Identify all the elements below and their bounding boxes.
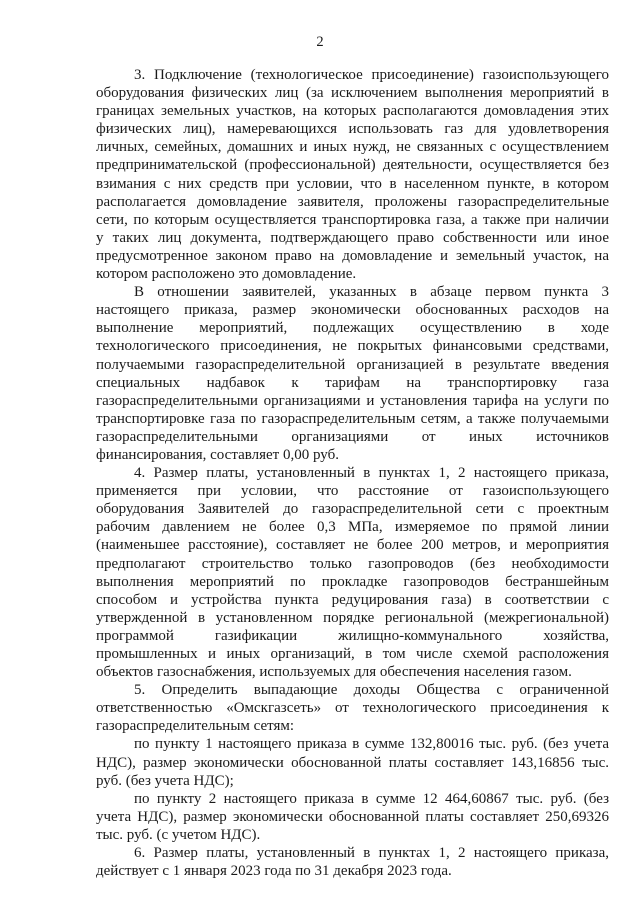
text-line: 5. Определить выпадающие доходы Общества с ограниченной: [134, 682, 609, 699]
text-line: 4. Размер платы, установленный в пунктах 1, 2 настоящего приказа,: [134, 465, 609, 482]
text-line: получаемыми газораспределительной организацией в результате введения: [96, 356, 609, 373]
text-line: личных, семейных, домашних и иных нужд, не связанных с осуществлением: [96, 139, 609, 156]
text-line: рабочим давлением не более 0,3 МПа, измеряемое по прямой линии: [96, 519, 609, 536]
text-line: физических лиц), намеревающихся использовать газ для удовлетворения: [96, 121, 609, 138]
text-line: взимания с них средств при условии, что в населенном пункте, в котором: [96, 175, 609, 192]
text-line: располагается домовладение заявителя, проложены газораспределительные: [96, 193, 609, 210]
paragraph-item-5-point-2: [96, 790, 609, 844]
document-body: [96, 66, 609, 880]
text-line: учета НДС), размер экономически обоснованной платы составляет 250,69326: [96, 808, 609, 825]
text-line: программой газификации жилищно-коммунального хозяйства,: [96, 627, 609, 644]
text-line: по пункту 1 настоящего приказа в сумме 132,80016 тыс. руб. (без учета: [134, 736, 609, 753]
text-line: настоящего приказа, размер экономически обоснованных расходов на: [96, 302, 609, 319]
text-line: выполнение мероприятий, подлежащих осуществлению в ходе: [96, 320, 609, 337]
text-line: способом и устройства пункта редуцирования газа) в соответствии с: [96, 591, 609, 608]
text-line: НДС), размер экономически обоснованной платы составляет 143,16856 тыс.: [96, 754, 609, 771]
text-line: газораспределительными организациями и установления тарифа на услуги по: [96, 392, 609, 409]
paragraph-applicants-costs: [96, 283, 609, 464]
paragraph-item-4: [96, 464, 609, 681]
paragraph-item-3: [96, 66, 609, 283]
text-line: транспортировке газа по газораспределительным сетям, а также получаемыми: [96, 410, 609, 427]
text-line: газораспределительными организациями от иных источников: [96, 428, 609, 445]
text-line: ответственностью «Омскгазсеть» от технологического присоединения к: [96, 700, 609, 717]
text-line: действует с 1 января 2023 года по 31 декабря 2023 года.: [96, 863, 452, 880]
text-line: применяется при условии, что расстояние от газоиспользующего: [96, 483, 609, 500]
text-line: котором расположено это домовладение.: [96, 266, 357, 283]
paragraph-item-5-point-1: [96, 735, 609, 789]
text-line: оборудования физических лиц (за исключением выполнения мероприятий в: [96, 85, 609, 102]
text-line: промышленных и иных организаций, в том числе схемой расположения: [96, 646, 609, 662]
text-line: объектов газоснабжения, используемых для обеспечения населения газом.: [96, 664, 572, 681]
text-line: газораспределительным сетям:: [96, 718, 295, 735]
page-number: 2: [316, 34, 324, 50]
text-line: оборудования Заявителей до газораспределительной сети с проектным: [96, 501, 609, 518]
text-line: сети, по которым осуществляется транспортировка газа, а также при наличии: [96, 211, 609, 228]
paragraph-item-6: [96, 844, 609, 880]
text-line: предпринимательской (профессиональной) деятельности, осуществляется без: [96, 157, 609, 174]
text-line: специальных надбавок к тарифам на транспортировку газа: [96, 374, 609, 391]
text-line: выполнения мероприятий по прокладке газопроводов бестраншейным: [96, 573, 609, 590]
text-line: утвержденной в установленном порядке региональной (межрегиональной): [96, 609, 609, 626]
text-line: финансирования, составляет 0,00 руб.: [96, 446, 339, 463]
text-line: 3. Подключение (технологическое присоединение) газоиспользующего: [134, 67, 609, 83]
text-line: предусмотренное законом право на домовладение и земельный участок, на: [96, 247, 609, 264]
text-line: тыс. руб. (с учетом НДС).: [96, 826, 261, 843]
text-line: 6. Размер платы, установленный в пунктах 1, 2 настоящего приказа,: [134, 845, 609, 862]
text-line: В отношении заявителей, указанных в абзаце первом пункта 3: [134, 284, 609, 301]
text-line: (наименьшее расстояние), составляет не более 200 метров, и мероприятия: [96, 537, 609, 554]
text-line: у таких лиц документа, подтверждающего право собственности или иное: [96, 229, 609, 246]
text-line: руб. (без учета НДС);: [96, 772, 234, 789]
text-line: по пункту 2 настоящего приказа в сумме 12 464,60867 тыс. руб. (без: [134, 790, 609, 807]
text-line: технологического присоединения, не покрытых финансовыми средствами,: [96, 338, 609, 355]
text-line: границах земельных участков, на которых располагаются домовладения этих: [96, 103, 609, 120]
text-line: предполагают строительство только газопроводов (без необходимости: [96, 555, 609, 572]
paragraph-item-5: [96, 681, 609, 735]
